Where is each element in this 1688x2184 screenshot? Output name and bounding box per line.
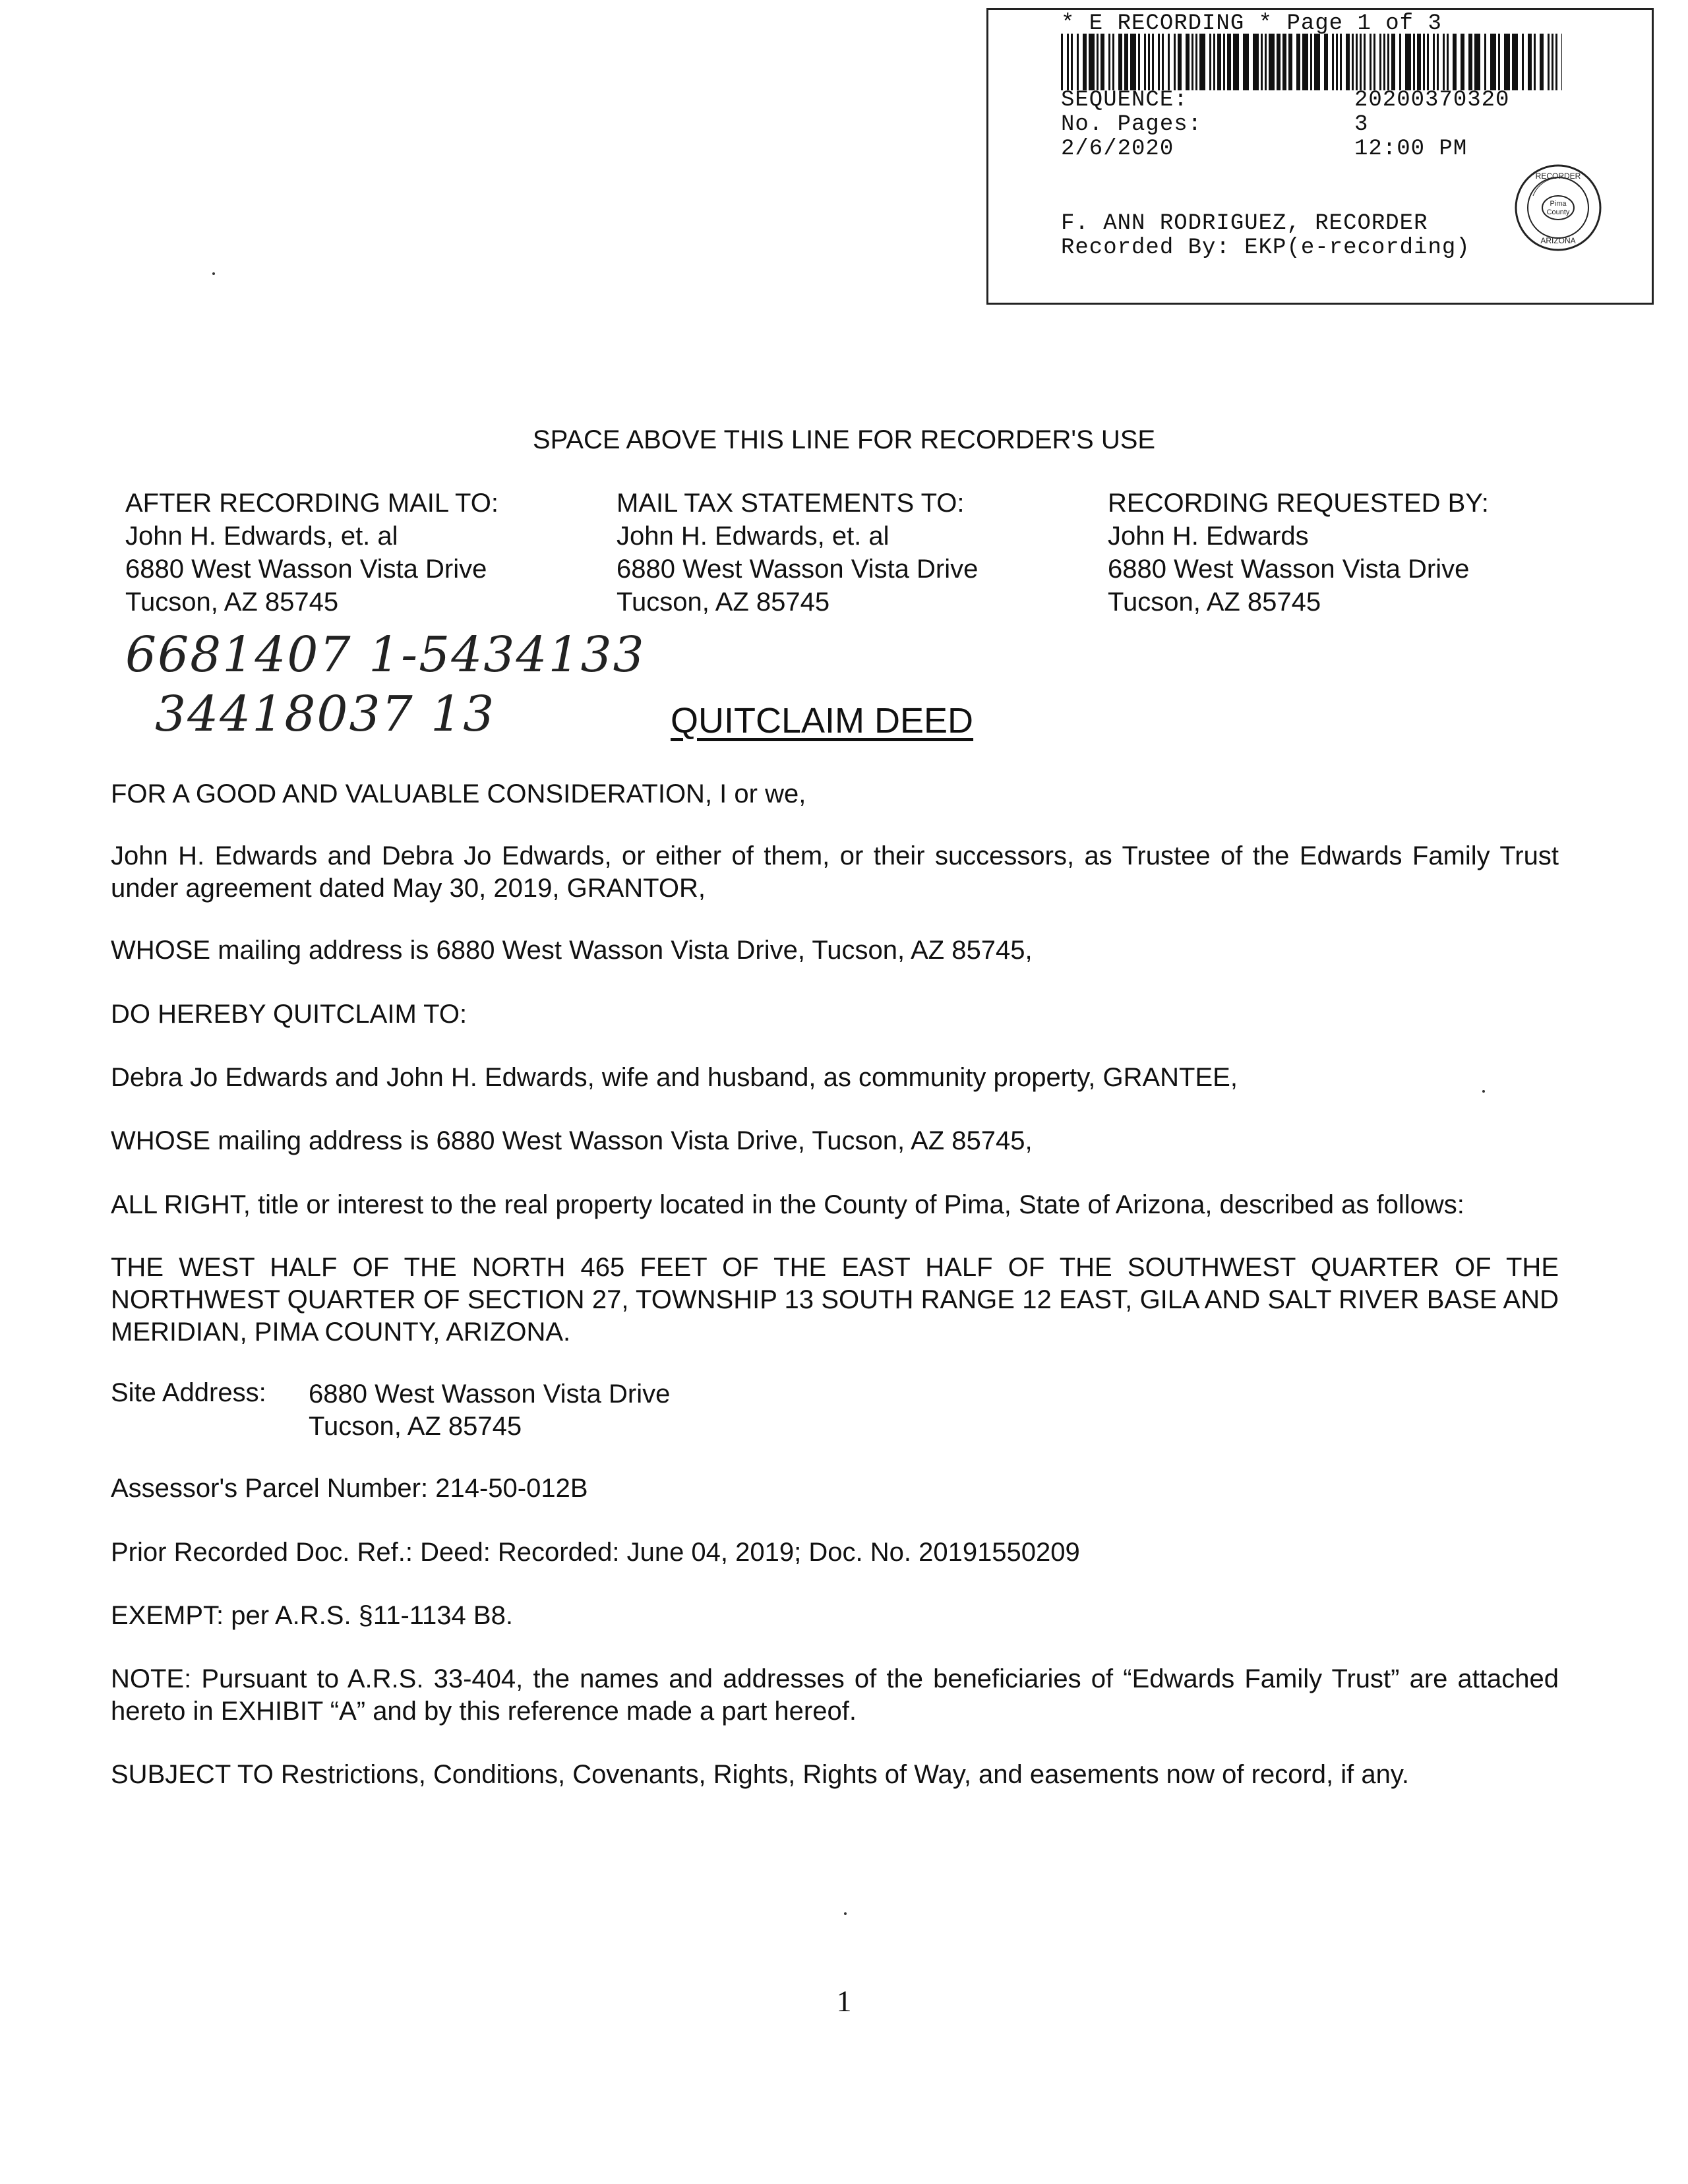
- recorder-name: F. ANN RODRIGUEZ, RECORDER: [1061, 211, 1428, 236]
- barcode-bar: [1370, 34, 1372, 90]
- barcode-bar: [1195, 34, 1197, 90]
- after-recording-street: 6880 West Wasson Vista Drive: [125, 555, 487, 584]
- barcode-bar: [1468, 34, 1472, 90]
- barcode-bar: [1555, 34, 1557, 90]
- record-time: 12:00 PM: [1354, 136, 1468, 162]
- barcode-bar: [1314, 34, 1320, 90]
- pages-label: No. Pages:: [1061, 112, 1203, 137]
- barcode-bar: [1336, 34, 1338, 90]
- page-number: 1: [836, 1984, 852, 2018]
- barcode-bar: [1346, 34, 1350, 90]
- site-address-label: Site Address:: [111, 1378, 266, 1407]
- barcode-bar: [1233, 34, 1239, 90]
- barcode-bar: [1067, 34, 1069, 90]
- barcode-bar: [1552, 34, 1553, 90]
- barcode-bar: [1512, 34, 1518, 90]
- site-address-street: 6880 West Wasson Vista Drive: [309, 1380, 671, 1409]
- handwritten-number-2: 34418037 13: [155, 686, 496, 743]
- exemption-text: EXEMPT: per A.R.S. §11-1134 B8.: [111, 1601, 513, 1630]
- barcode-bar: [1484, 34, 1486, 90]
- subject-to-text: SUBJECT TO Restrictions, Conditions, Covenants, Rights, Rights of Way, and easements now of record, if any.: [111, 1760, 1410, 1789]
- barcode-bar: [1178, 34, 1182, 90]
- barcode-bar: [1417, 34, 1421, 90]
- stamp-header: * E RECORDING * Page 1 of 3: [1061, 11, 1442, 36]
- barcode-bar: [1490, 34, 1496, 90]
- tax-statements-heading: MAIL TAX STATEMENTS TO:: [617, 489, 965, 518]
- barcode-bar: [1423, 34, 1425, 90]
- scan-speck: [212, 272, 215, 275]
- barcode-bar: [1288, 34, 1292, 90]
- barcode-bar: [1504, 34, 1510, 90]
- prior-reference: Prior Recorded Doc. Ref.: Deed: Recorded: June 04, 2019; Doc. No. 20191550209: [111, 1538, 1080, 1567]
- svg-text:ARIZONA: ARIZONA: [1540, 236, 1576, 245]
- barcode-bar: [1387, 34, 1389, 90]
- after-recording-name: John H. Edwards, et. al: [125, 522, 398, 551]
- after-recording-city: Tucson, AZ 85745: [125, 588, 339, 617]
- barcode-bar: [1364, 34, 1366, 90]
- barcode-bar: [1324, 34, 1328, 90]
- barcode-bar: [1360, 34, 1362, 90]
- barcode-bar: [1243, 34, 1249, 90]
- barcode-bar: [1108, 34, 1110, 90]
- requested-by-street: 6880 West Wasson Vista Drive: [1108, 555, 1470, 584]
- barcode-bar: [1158, 34, 1160, 90]
- document-title: QUITCLAIM DEED: [671, 701, 974, 741]
- beneficiary-note: NOTE: Pursuant to A.R.S. 33-404, the names and addresses of the beneficiaries of “Edwards Family Trust” are attached hereto in EXHIBIT “A” and by this reference made a part hereof.: [111, 1664, 1559, 1726]
- barcode-bar: [1453, 34, 1457, 90]
- barcode-bar: [1405, 34, 1411, 90]
- barcode-bar: [1138, 34, 1140, 90]
- barcode-bar: [1373, 34, 1375, 90]
- barcode-bar: [1437, 34, 1439, 90]
- scan-speck: [1482, 1090, 1485, 1093]
- tax-statements-city: Tucson, AZ 85745: [617, 588, 830, 617]
- barcode-bar: [1089, 34, 1095, 90]
- svg-text:RECORDER: RECORDER: [1535, 171, 1581, 181]
- grantee-address: WHOSE mailing address is 6880 West Wasson Vista Drive, Tucson, AZ 85745,: [111, 1126, 1033, 1155]
- barcode-bar: [1261, 34, 1263, 90]
- after-recording-heading: AFTER RECORDING MAIL TO:: [125, 489, 498, 518]
- barcode-bar: [1433, 34, 1435, 90]
- pages-value: 3: [1354, 112, 1369, 137]
- grantor-text: John H. Edwards and Debra Jo Edwards, or either of them, or their successors, as Trustee of the Edwards Family Trust under agreement dated May 30, 2019, GRANTOR,: [111, 841, 1559, 903]
- barcode-bar: [1144, 34, 1146, 90]
- barcode: [1061, 34, 1562, 90]
- barcode-bar: [1118, 34, 1122, 90]
- barcode-bar: [1100, 34, 1104, 90]
- barcode-bar: [1522, 34, 1524, 90]
- barcode-bar: [1413, 34, 1415, 90]
- consideration-text: FOR A GOOD AND VALUABLE CONSIDERATION, I or we,: [111, 779, 806, 808]
- barcode-bar: [1209, 34, 1211, 90]
- all-right-text: ALL RIGHT, title or interest to the real property located in the County of Pima, State of Arizona, described as follows:: [111, 1190, 1464, 1219]
- barcode-bar: [1130, 34, 1136, 90]
- barcode-bar: [1265, 34, 1267, 90]
- sequence-label: SEQUENCE:: [1061, 88, 1188, 113]
- scan-speck: [844, 1912, 847, 1915]
- grantor-address: WHOSE mailing address is 6880 West Wasson Vista Drive, Tucson, AZ 85745,: [111, 936, 1033, 965]
- requested-by-block: [1108, 487, 1489, 619]
- tax-statements-street: 6880 West Wasson Vista Drive: [617, 555, 979, 584]
- barcode-bar: [1061, 34, 1063, 90]
- barcode-bar: [1474, 34, 1480, 90]
- barcode-bar: [1223, 34, 1225, 90]
- barcode-bar: [1097, 34, 1099, 90]
- handwritten-number-1: 6681407 1-5434133: [125, 626, 646, 683]
- svg-text:County: County: [1546, 208, 1570, 216]
- barcode-bar: [1296, 34, 1300, 90]
- record-date: 2/6/2020: [1061, 136, 1174, 162]
- barcode-bar: [1227, 34, 1231, 90]
- site-address-city: Tucson, AZ 85745: [309, 1412, 522, 1441]
- barcode-bar: [1277, 34, 1281, 90]
- quitclaim-to-text: DO HEREBY QUITCLAIM TO:: [111, 1000, 467, 1029]
- barcode-bar: [1083, 34, 1087, 90]
- barcode-bar: [1112, 34, 1114, 90]
- barcode-bar: [1356, 34, 1358, 90]
- parcel-number: Assessor's Parcel Number: 214-50-012B: [111, 1474, 588, 1503]
- sequence-value: 20200370320: [1354, 88, 1510, 113]
- recorder-use-notice: SPACE ABOVE THIS LINE FOR RECORDER'S USE: [532, 425, 1156, 454]
- legal-description: THE WEST HALF OF THE NORTH 465 FEET OF THE EAST HALF OF THE SOUTHWEST QUARTER OF THE NORTHWEST QUARTER OF SECTION 27, TOWNSHIP 13 SOUTH RANGE 12 EAST, GILA AND SALT RIVER BASE AND MERIDIAN, PIMA COUNTY, ARIZONA.: [111, 1253, 1559, 1347]
- svg-text:Pima: Pima: [1550, 200, 1567, 208]
- barcode-bar: [1340, 34, 1342, 90]
- barcode-bar: [1162, 34, 1164, 90]
- barcode-bar: [1383, 34, 1385, 90]
- barcode-bar: [1447, 34, 1449, 90]
- requested-by-heading: RECORDING REQUESTED BY:: [1108, 489, 1489, 518]
- recorder-stamp: [986, 8, 1654, 305]
- barcode-bar: [1186, 34, 1190, 90]
- tax-statements-block: [617, 487, 978, 619]
- barcode-bar: [1548, 34, 1550, 90]
- barcode-bar: [1540, 34, 1544, 90]
- barcode-bar: [1302, 34, 1308, 90]
- barcode-bar: [1071, 34, 1073, 90]
- barcode-bar: [1427, 34, 1429, 90]
- barcode-bar: [1561, 34, 1562, 90]
- after-recording-block: [125, 487, 498, 619]
- recorded-by: Recorded By: EKP(e-recording): [1061, 235, 1470, 260]
- barcode-bar: [1213, 34, 1215, 90]
- county-seal-icon: [1513, 163, 1603, 253]
- barcode-bar: [1443, 34, 1445, 90]
- barcode-bar: [1191, 34, 1193, 90]
- barcode-bar: [1124, 34, 1128, 90]
- barcode-bar: [1352, 34, 1354, 90]
- barcode-bar: [1461, 34, 1464, 90]
- tax-statements-name: John H. Edwards, et. al: [617, 522, 889, 551]
- barcode-bar: [1253, 34, 1259, 90]
- grantee-text: Debra Jo Edwards and John H. Edwards, wife and husband, as community property, GRANTEE,: [111, 1063, 1238, 1092]
- barcode-bar: [1399, 34, 1401, 90]
- barcode-bar: [1152, 34, 1154, 90]
- requested-by-city: Tucson, AZ 85745: [1108, 588, 1321, 617]
- barcode-bar: [1498, 34, 1500, 90]
- barcode-bar: [1534, 34, 1536, 90]
- barcode-bar: [1391, 34, 1395, 90]
- requested-by-name: John H. Edwards: [1108, 522, 1309, 551]
- barcode-bar: [1174, 34, 1176, 90]
- barcode-bar: [1199, 34, 1205, 90]
- barcode-bar: [1077, 34, 1079, 90]
- barcode-bar: [1310, 34, 1312, 90]
- barcode-bar: [1282, 34, 1286, 90]
- barcode-bar: [1269, 34, 1275, 90]
- barcode-bar: [1148, 34, 1150, 90]
- barcode-bar: [1379, 34, 1381, 90]
- barcode-bar: [1217, 34, 1221, 90]
- barcode-bar: [1528, 34, 1532, 90]
- barcode-bar: [1168, 34, 1170, 90]
- barcode-bar: [1332, 34, 1334, 90]
